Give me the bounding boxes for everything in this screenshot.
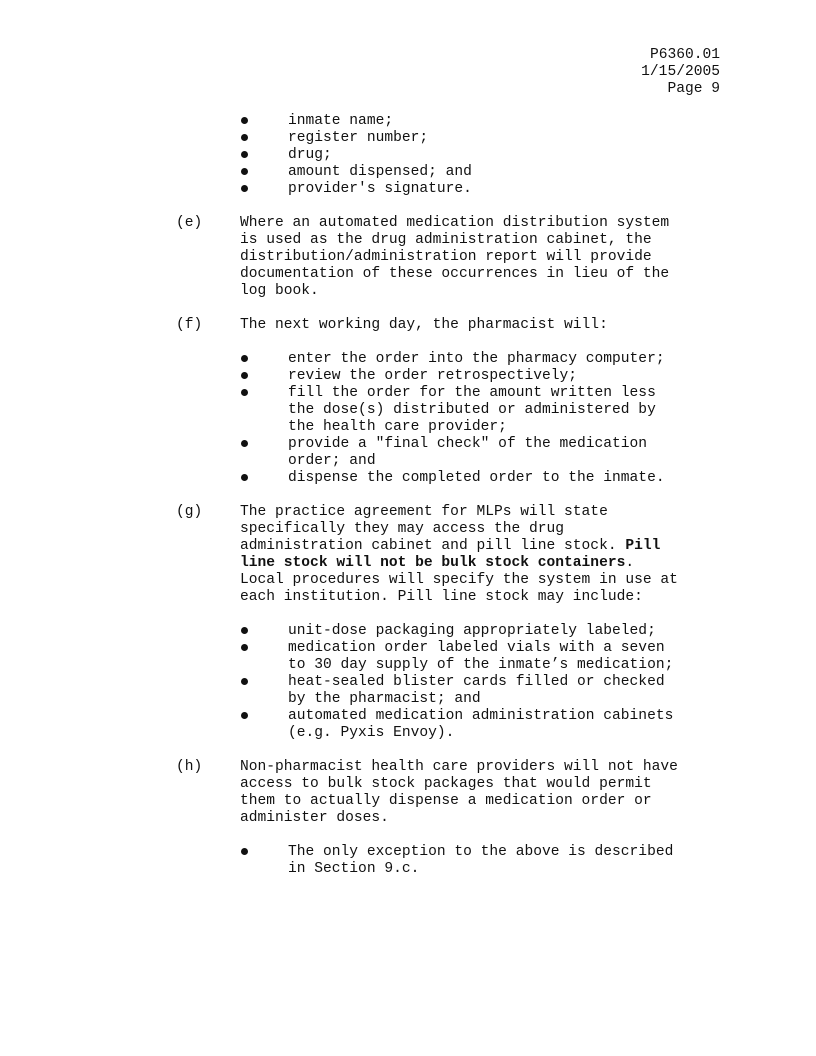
bullet-icon <box>241 440 248 447</box>
list-item: unit-dose packaging appropriately labeled; <box>0 623 816 640</box>
section-text: Where an automated medication distribution system is used as the drug administration cabinet, the distribution/administration report will provide documentation of these occurrences in lieu of the log book. <box>240 215 670 299</box>
section-text: The practice agreement for MLPs will state specifically they may access the drug administration cabinet and pill line stock. Pill line stock will not be bulk stock containers. Local procedures will specify the system in use at each institution. Pill line stock may include: <box>240 504 678 605</box>
section-e <box>0 215 816 300</box>
section-label: (f) <box>176 317 203 333</box>
bullet-icon <box>241 678 248 685</box>
bullet-icon <box>241 117 248 124</box>
top-bullet-list <box>0 113 816 198</box>
list-item: dispense the completed order to the inmate. <box>0 470 816 487</box>
bold-text: Pill <box>625 538 661 554</box>
section-label: (e) <box>176 215 203 231</box>
list-item: inmate name; <box>0 113 816 130</box>
list-item: The only exception to the above is described in Section 9.c. <box>0 844 816 878</box>
section-h-bullet-list <box>0 844 816 878</box>
bullet-icon <box>241 644 248 651</box>
list-item: automated medication administration cabinets (e.g. Pyxis Envoy). <box>0 708 816 742</box>
bullet-icon <box>241 151 248 158</box>
bullet-icon <box>241 848 248 855</box>
list-item: fill the order for the amount written less the dose(s) distributed or administered by the health care provider; <box>0 385 816 436</box>
bullet-icon <box>241 355 248 362</box>
bullet-icon <box>241 134 248 141</box>
list-item: medication order labeled vials with a seven to 30 day supply of the inmate’s medication; <box>0 640 816 674</box>
bullet-icon <box>241 389 248 396</box>
bullet-icon <box>241 712 248 719</box>
section-text: The next working day, the pharmacist will: <box>240 317 608 333</box>
page-header <box>641 47 720 98</box>
list-item: register number; <box>0 130 816 147</box>
document-date: 1/15/2005 <box>641 64 720 80</box>
document-body <box>0 113 816 878</box>
list-item: heat-sealed blister cards filled or checked by the pharmacist; and <box>0 674 816 708</box>
document-number: P6360.01 <box>649 47 720 63</box>
bullet-icon <box>241 627 248 634</box>
section-f-bullet-list <box>0 351 816 487</box>
section-label: (g) <box>176 504 203 520</box>
list-item: review the order retrospectively; <box>0 368 816 385</box>
section-g <box>0 504 816 606</box>
bullet-icon <box>241 474 248 481</box>
section-f <box>0 317 816 334</box>
section-text: Non-pharmacist health care providers will not have access to bulk stock packages that would permit them to actually dispense a medication order or administer doses. <box>240 759 678 826</box>
section-label: (h) <box>176 759 203 775</box>
section-h <box>0 759 816 827</box>
bullet-icon <box>241 185 248 192</box>
page-number: Page 9 <box>667 81 720 97</box>
bold-text: line stock will not be bulk stock containers <box>240 555 626 571</box>
list-item: amount dispensed; and <box>0 164 816 181</box>
list-item: enter the order into the pharmacy computer; <box>0 351 816 368</box>
section-g-bullet-list <box>0 623 816 742</box>
list-item: drug; <box>0 147 816 164</box>
bullet-icon <box>241 372 248 379</box>
list-item: provider's signature. <box>0 181 816 198</box>
list-item: provide a "final check" of the medication order; and <box>0 436 816 470</box>
bullet-icon <box>241 168 248 175</box>
